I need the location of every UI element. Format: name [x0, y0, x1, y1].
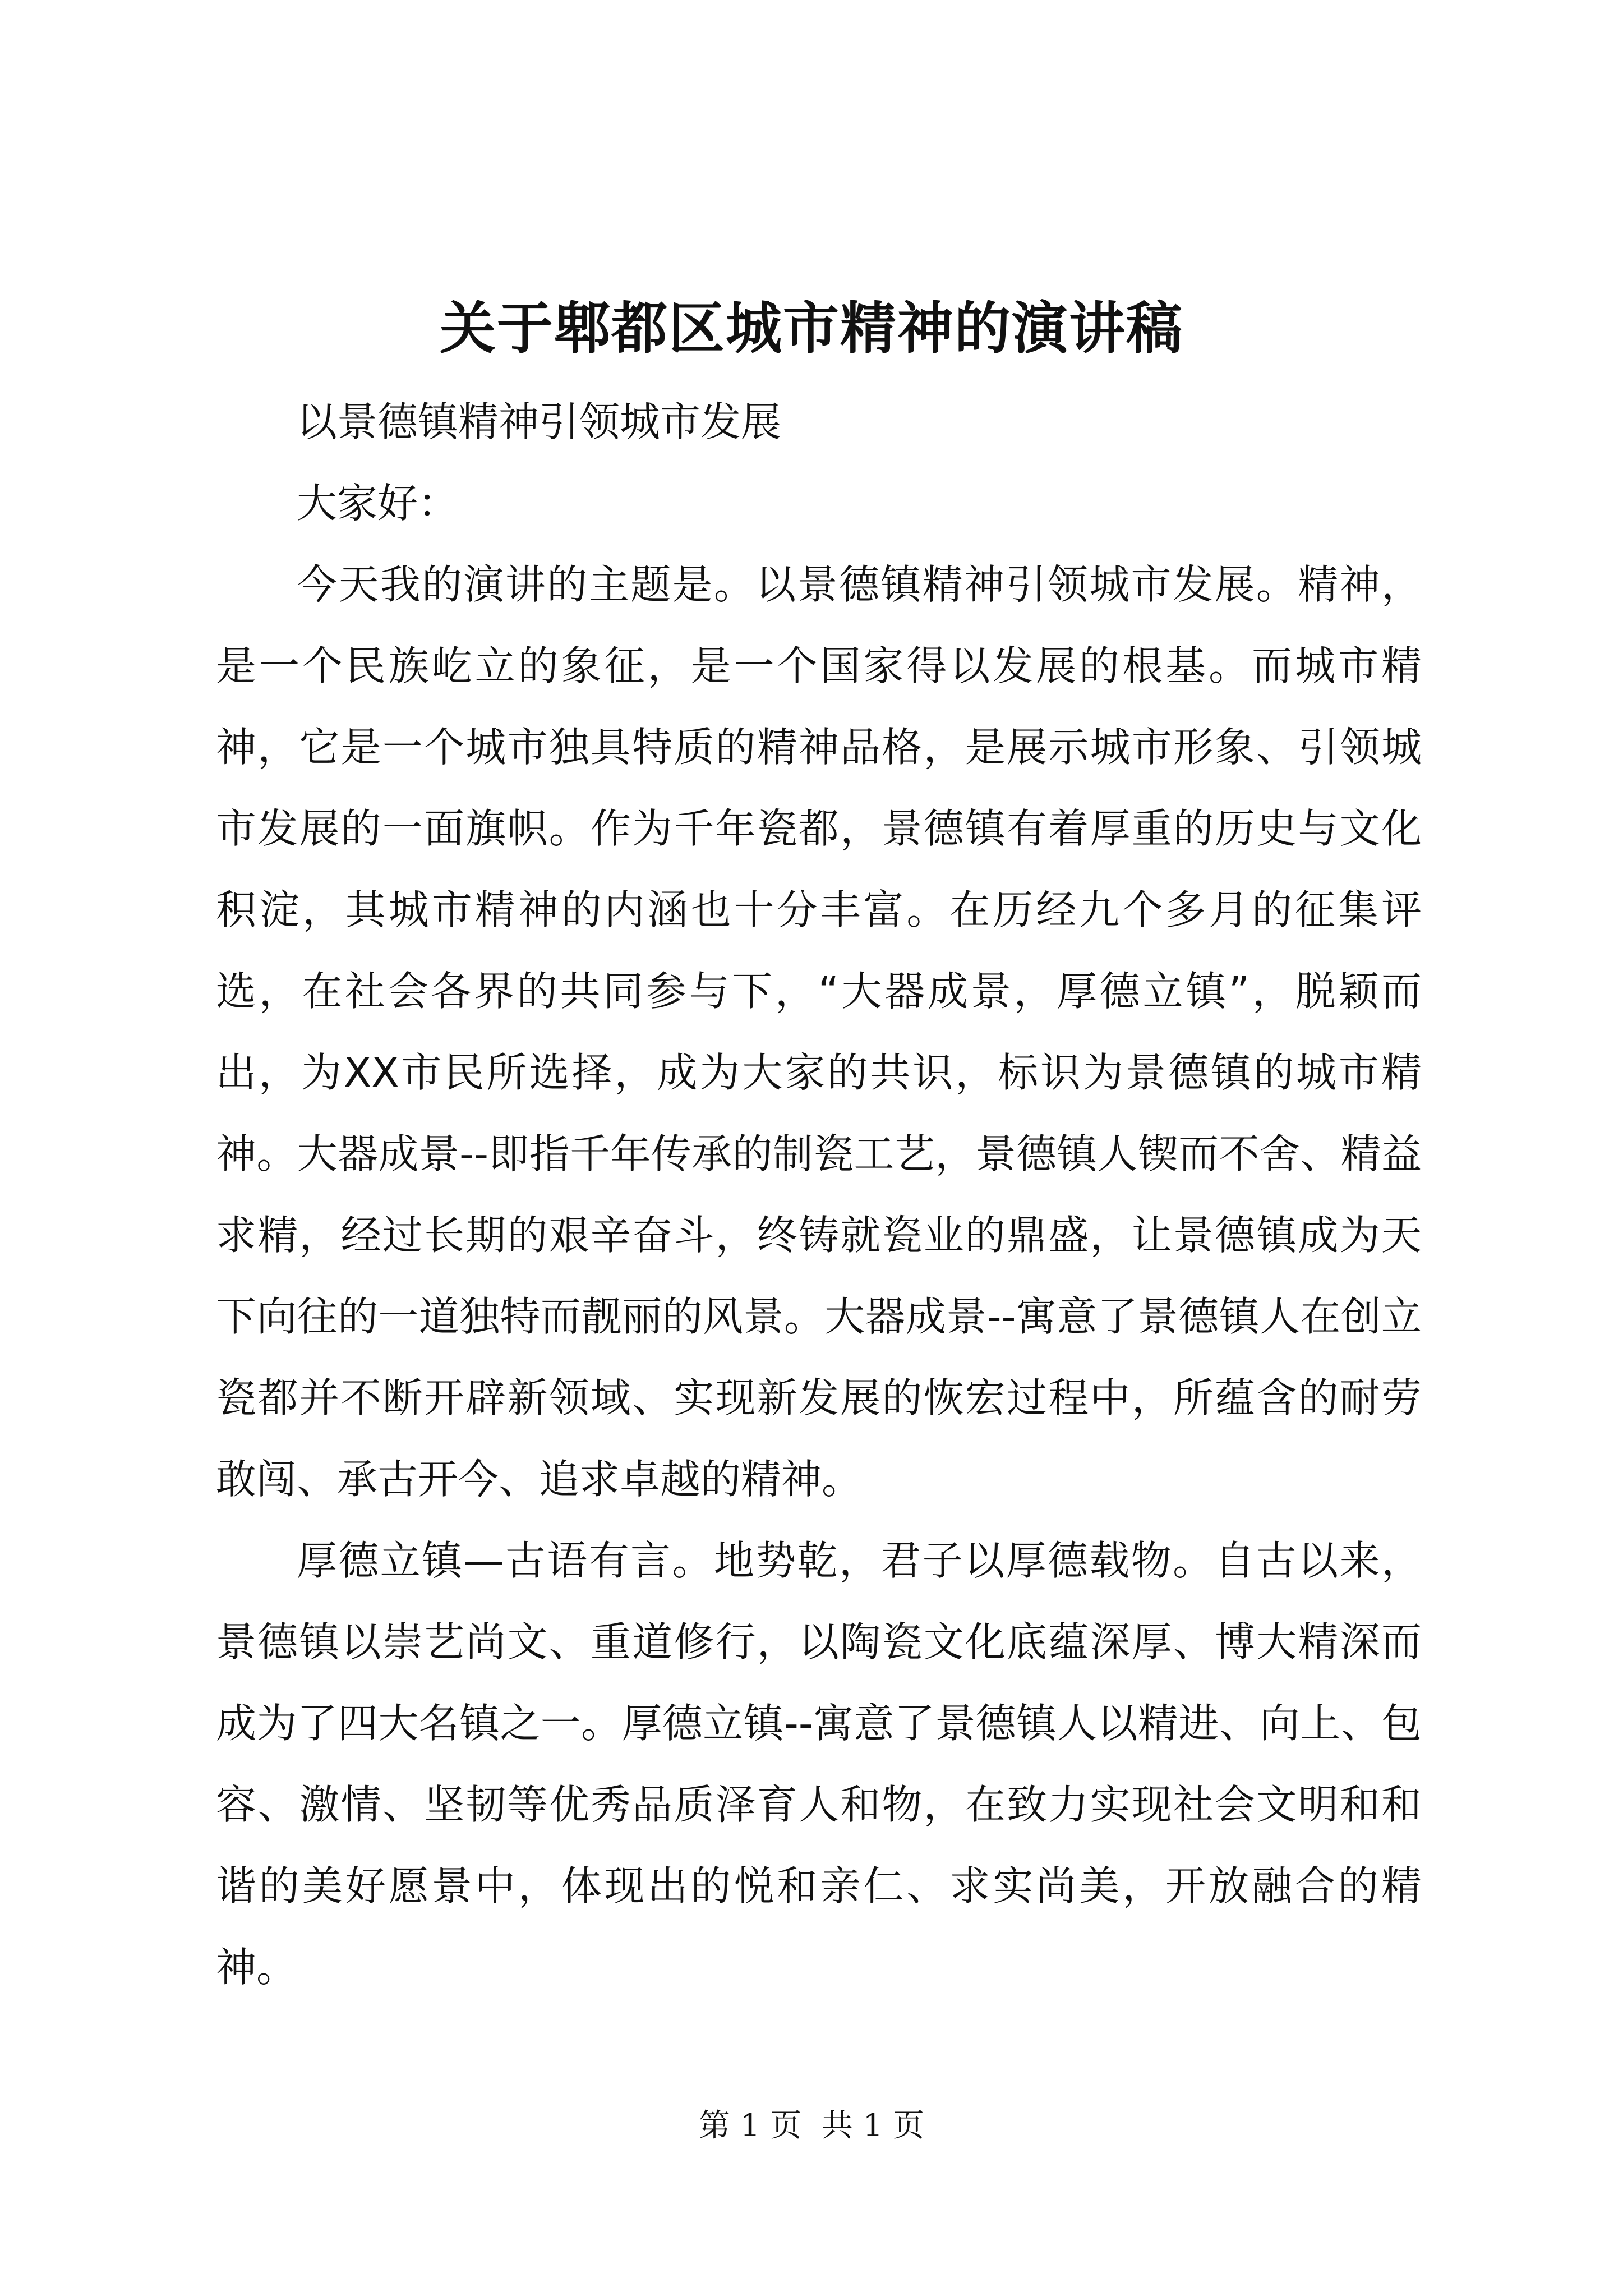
body-paragraph: 今天我的演讲的主题是。以景德镇精神引领城市发展。精神，是一个民族屹立的象征，是一个国家得以发展的根基。而城市精神，它是一个城市独具特质的精神品格，是展示城市形象、引领城市发展的一面旗帜。作为千年瓷都，景德镇有着厚重的历史与文化积淀，其城市精神的内涵也十分丰富。在历经九个多月的征集评选，在社会各界的共同参与下，“大器成景，厚德立镇”，脱颖而出，为XX市民所选择，成为大家的共识，标识为景德镇的城市精神。大器成景--即指千年传承的制瓷工艺，景德镇人锲而不舍、精益求精，经过长期的艰辛奋斗，终铸就瓷业的鼎盛，让景德镇成为天下向往的一道独特而靓丽的风景。大器成景--寓意了景德镇人在创立瓷都并不断开辟新领域、实现新发展的恢宏过程中，所蕴含的耐劳敢闯、承古开今、追求卓越的精神。	[216, 561, 1422, 1503]
body-paragraph: 厚德立镇—古语有言。地势乾，君子以厚德载物。自古以来，景德镇以崇艺尚文、重道修行，以陶瓷文化底蕴深厚、博大精深而成为了四大名镇之一。厚德立镇--寓意了景德镇人以精进、向上、包容、激情、坚韧等优秀品质泽育人和物，在致力实现社会文明和和谐的美好愿景中，体现出的悦和亲仁、求实尚美，开放融合的精神。	[216, 1537, 1422, 1991]
document-body	[216, 381, 1422, 2008]
greeting-paragraph: 大家好：	[297, 480, 459, 527]
document-title: 关于郫都区城市精神的演讲稿	[440, 295, 1183, 361]
page-footer: 第 1 页 共 1 页	[698, 2108, 925, 2144]
subtitle-paragraph: 以景德镇精神引领城市发展	[297, 398, 782, 445]
